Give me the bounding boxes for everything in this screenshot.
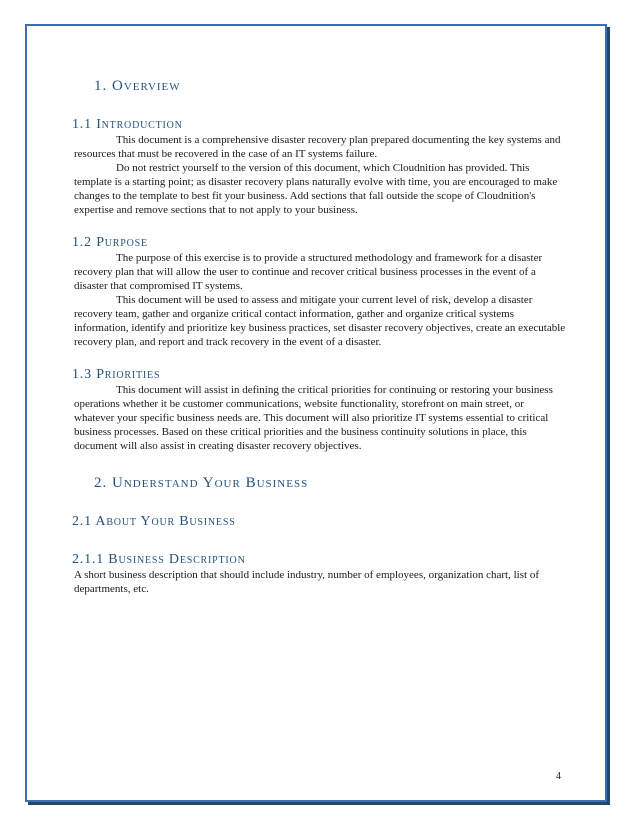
priorities-paragraph-1: This document will assist in defining the critical priorities for continuing or restoring your business operations whether it be customer communications, website functionality, storefront on main street, or whatever your specific business needs are. This document will also prioritize IT systems essential to critical business processes. Based on these critical priorities and the business continuity solutions in place, this document will also assist in creating disaster recovery objectives. <box>74 384 553 452</box>
page-number: 4 <box>556 771 561 782</box>
heading-about-your-business: 2.1 About Your Business <box>72 514 236 529</box>
intro-paragraph-1: This document is a comprehensive disaster recovery plan prepared documenting the key systems and resources that must be recovered in the case of an IT systems failure. <box>74 134 561 160</box>
heading-introduction: 1.1 Introduction <box>72 117 183 132</box>
heading-business-description: 2.1.1 Business Description <box>72 552 246 567</box>
heading-priorities: 1.3 Priorities <box>72 367 161 382</box>
heading-overview: 1. Overview <box>94 78 181 94</box>
heading-understand-your-business: 2. Understand Your Business <box>94 475 309 491</box>
document-body <box>74 78 566 596</box>
purpose-paragraph-1: The purpose of this exercise is to provide a structured methodology and framework for a disaster recovery plan that will allow the user to continue and recover critical business processes in the event of a disaster that compromised IT systems. <box>74 252 543 292</box>
heading-purpose: 1.2 Purpose <box>72 235 148 250</box>
description-paragraph: A short business description that should include industry, number of employees, organization chart, list of departments, etc. <box>74 569 539 595</box>
intro-paragraph-2: Do not restrict yourself to the version of this document, which Cloudnition has provided. This template is a starting point; as disaster recovery plans naturally evolve with time, you are encouraged to make changes to the template to best fit your business. Add sections that fall outside the scope of Cloudnition's expertise and remove sections that to not apply to your business. <box>74 162 558 216</box>
purpose-paragraph-2: This document will be used to assess and mitigate your current level of risk, develop a disaster recovery team, gather and organize critical contact information, gather and organize critical systems information, identify and prioritize key business practices, set disaster recovery objectives, create an executable recovery plan, and report and track recovery in the event of a disaster. <box>74 294 566 348</box>
